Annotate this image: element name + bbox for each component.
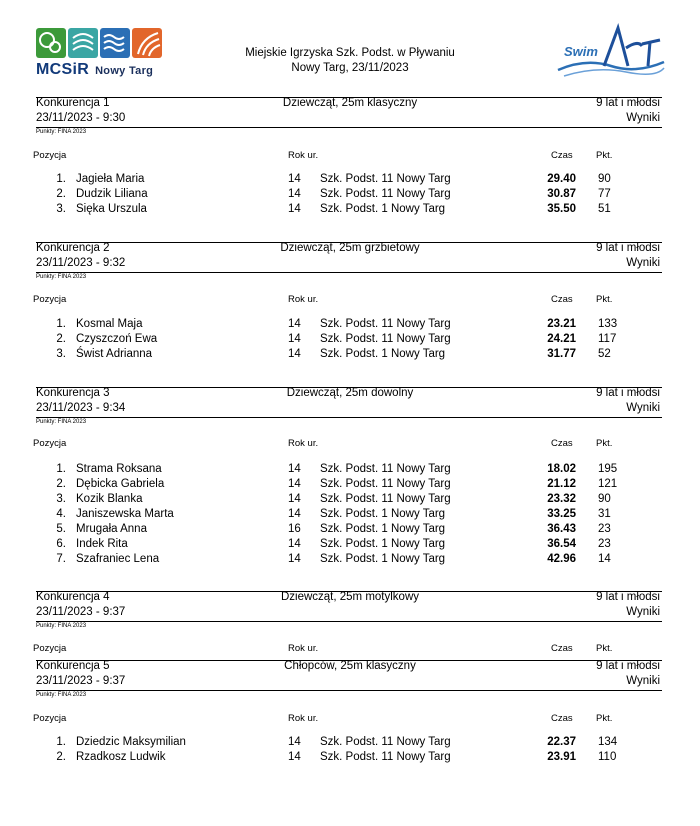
result-team: Szk. Podst. 11 Nowy Targ <box>320 478 451 490</box>
result-place: 2. <box>56 333 66 345</box>
result-team: Szk. Podst. 11 Nowy Targ <box>320 751 451 763</box>
result-time: 35.50 <box>547 203 576 215</box>
result-time: 23.91 <box>547 751 576 763</box>
event-bottom-rule <box>36 621 662 622</box>
result-points: 195 <box>598 463 618 475</box>
result-place: 3. <box>56 493 66 505</box>
result-name: Rzadkosz Ludwik <box>76 751 166 763</box>
result-time: 29.40 <box>547 173 576 185</box>
event-age-group: 9 lat i młodsi <box>596 591 660 603</box>
result-points: 90 <box>598 493 611 505</box>
result-year: 14 <box>288 751 301 763</box>
result-year: 14 <box>288 493 301 505</box>
result-year: 14 <box>288 538 301 550</box>
event-bottom-rule <box>36 127 662 128</box>
event-name: Konkurencja 1 <box>36 97 110 109</box>
result-name: Janiszewska Marta <box>76 508 174 520</box>
result-time: 21.12 <box>547 478 576 490</box>
column-header-position: Pozycja <box>33 643 67 654</box>
result-team: Szk. Podst. 1 Nowy Targ <box>320 538 446 550</box>
document-title: Miejskie Igrzyska Szk. Podst. w Pływaniu <box>245 47 455 59</box>
result-place: 2. <box>56 478 66 490</box>
result-year: 14 <box>288 203 301 215</box>
result-time: 23.32 <box>547 493 576 505</box>
result-team: Szk. Podst. 11 Nowy Targ <box>320 188 451 200</box>
points-note: Punkty: FINA 2023 <box>36 692 87 698</box>
column-header-position: Pozycja <box>33 713 67 724</box>
event-datetime: 23/11/2023 - 9:37 <box>36 606 126 618</box>
result-name: Jagieła Maria <box>76 173 145 185</box>
result-time: 33.25 <box>547 508 576 520</box>
result-place: 6. <box>56 538 66 550</box>
result-team: Szk. Podst. 1 Nowy Targ <box>320 553 446 565</box>
result-time: 30.87 <box>547 188 576 200</box>
column-header-position: Pozycja <box>33 150 67 161</box>
result-time: 31.77 <box>547 348 576 360</box>
result-time: 18.02 <box>547 463 576 475</box>
result-team: Szk. Podst. 11 Nowy Targ <box>320 736 451 748</box>
result-name: Dziedzic Maksymilian <box>76 736 186 748</box>
column-header-points: Pkt. <box>596 150 613 161</box>
result-place: 3. <box>56 203 66 215</box>
result-year: 14 <box>288 478 301 490</box>
event-category: Dziewcząt, 25m klasyczny <box>282 97 418 109</box>
event-datetime: 23/11/2023 - 9:34 <box>36 402 126 414</box>
result-points: 23 <box>598 523 611 535</box>
result-team: Szk. Podst. 11 Nowy Targ <box>320 463 451 475</box>
event-age-group: 9 lat i młodsi <box>596 242 660 254</box>
event-name: Konkurencja 4 <box>36 591 110 603</box>
svg-text:Swim: Swim <box>564 44 598 59</box>
result-place: 7. <box>56 553 66 565</box>
logo-wordmark: MCSiR Nowy Targ <box>36 61 154 78</box>
points-note: Punkty: FINA 2023 <box>36 274 87 280</box>
result-points: 121 <box>598 478 618 490</box>
result-team: Szk. Podst. 11 Nowy Targ <box>320 493 451 505</box>
result-year: 14 <box>288 333 301 345</box>
result-name: Strama Roksana <box>76 463 162 475</box>
result-time: 36.43 <box>547 523 576 535</box>
result-team: Szk. Podst. 1 Nowy Targ <box>320 348 446 360</box>
column-header-time: Czas <box>551 150 573 161</box>
event-datetime: 23/11/2023 - 9:37 <box>36 675 126 687</box>
result-year: 16 <box>288 523 301 535</box>
result-year: 14 <box>288 736 301 748</box>
result-time: 22.37 <box>547 736 576 748</box>
column-header-points: Pkt. <box>596 438 613 449</box>
result-place: 4. <box>56 508 66 520</box>
result-points: 23 <box>598 538 611 550</box>
column-header-year: Rok ur. <box>288 438 319 449</box>
result-year: 14 <box>288 463 301 475</box>
event-category: Chłopców, 25m klasyczny <box>284 660 416 672</box>
column-header-year: Rok ur. <box>288 643 319 654</box>
points-note: Punkty: FINA 2023 <box>36 129 87 135</box>
result-name: Szafraniec Lena <box>76 553 160 565</box>
result-team: Szk. Podst. 1 Nowy Targ <box>320 508 446 520</box>
result-place: 1. <box>56 463 66 475</box>
result-year: 14 <box>288 188 301 200</box>
column-header-points: Pkt. <box>596 713 613 724</box>
event-age-group: 9 lat i młodsi <box>596 97 660 109</box>
column-header-points: Pkt. <box>596 294 613 305</box>
event-status: Wyniki <box>626 257 660 269</box>
column-header-year: Rok ur. <box>288 713 319 724</box>
event-datetime: 23/11/2023 - 9:32 <box>36 257 126 269</box>
column-header-time: Czas <box>551 643 573 654</box>
event-category: Dziewcząt, 25m dowolny <box>286 387 414 399</box>
result-name: Mrugała Anna <box>76 523 147 535</box>
result-points: 133 <box>598 318 618 330</box>
result-time: 23.21 <box>547 318 576 330</box>
result-place: 1. <box>56 736 66 748</box>
event-name: Konkurencja 3 <box>36 387 110 399</box>
result-points: 51 <box>598 203 611 215</box>
result-points: 117 <box>598 333 617 345</box>
result-place: 1. <box>56 318 66 330</box>
result-place: 2. <box>56 751 66 763</box>
result-place: 1. <box>56 173 66 185</box>
column-header-position: Pozycja <box>33 438 67 449</box>
event-status: Wyniki <box>626 675 660 687</box>
points-note: Punkty: FINA 2023 <box>36 419 87 425</box>
column-header-points: Pkt. <box>596 643 613 654</box>
event-status: Wyniki <box>626 112 660 124</box>
event-age-group: 9 lat i młodsi <box>596 387 660 399</box>
result-year: 14 <box>288 553 301 565</box>
swim-art-logo <box>556 22 666 82</box>
result-time: 36.54 <box>547 538 576 550</box>
event-bottom-rule <box>36 272 662 273</box>
event-status: Wyniki <box>626 606 660 618</box>
result-year: 14 <box>288 508 301 520</box>
event-bottom-rule <box>36 690 662 691</box>
result-points: 134 <box>598 736 618 748</box>
result-year: 14 <box>288 173 301 185</box>
result-points: 31 <box>598 508 611 520</box>
column-header-time: Czas <box>551 713 573 724</box>
result-year: 14 <box>288 348 301 360</box>
result-points: 110 <box>598 751 617 763</box>
document-subtitle: Nowy Targ, 23/11/2023 <box>291 62 409 74</box>
result-points: 52 <box>598 348 611 360</box>
result-team: Szk. Podst. 1 Nowy Targ <box>320 523 446 535</box>
event-name: Konkurencja 5 <box>36 660 110 672</box>
result-team: Szk. Podst. 11 Nowy Targ <box>320 318 451 330</box>
result-team: Szk. Podst. 11 Nowy Targ <box>320 173 451 185</box>
event-datetime: 23/11/2023 - 9:30 <box>36 112 126 124</box>
column-header-time: Czas <box>551 438 573 449</box>
event-category: Dziewcząt, 25m motylkowy <box>280 591 420 603</box>
column-header-position: Pozycja <box>33 294 67 305</box>
result-points: 90 <box>598 173 611 185</box>
result-name: Czyszczoń Ewa <box>76 333 158 345</box>
result-name: Świst Adrianna <box>76 348 153 360</box>
result-name: Dębicka Gabriela <box>76 478 165 490</box>
result-place: 3. <box>56 348 66 360</box>
result-points: 77 <box>598 188 611 200</box>
event-category: Dziewcząt, 25m grzbietowy <box>280 242 420 254</box>
result-place: 2. <box>56 188 66 200</box>
event-status: Wyniki <box>626 402 660 414</box>
column-header-time: Czas <box>551 294 573 305</box>
result-name: Indek Rita <box>76 538 128 550</box>
column-header-year: Rok ur. <box>288 150 319 161</box>
result-place: 5. <box>56 523 66 535</box>
result-points: 14 <box>598 553 611 565</box>
result-name: Kozik Blanka <box>76 493 143 505</box>
result-time: 42.96 <box>547 553 576 565</box>
result-team: Szk. Podst. 11 Nowy Targ <box>320 333 451 345</box>
points-note: Punkty: FINA 2023 <box>36 623 87 629</box>
result-time: 24.21 <box>547 333 576 345</box>
event-age-group: 9 lat i młodsi <box>596 660 660 672</box>
result-year: 14 <box>288 318 301 330</box>
result-name: Kosmal Maja <box>76 318 143 330</box>
event-bottom-rule <box>36 417 662 418</box>
result-name: Sięka Urszula <box>76 203 147 215</box>
result-name: Dudzik Liliana <box>76 188 148 200</box>
result-team: Szk. Podst. 1 Nowy Targ <box>320 203 446 215</box>
column-header-year: Rok ur. <box>288 294 319 305</box>
event-name: Konkurencja 2 <box>36 242 110 254</box>
